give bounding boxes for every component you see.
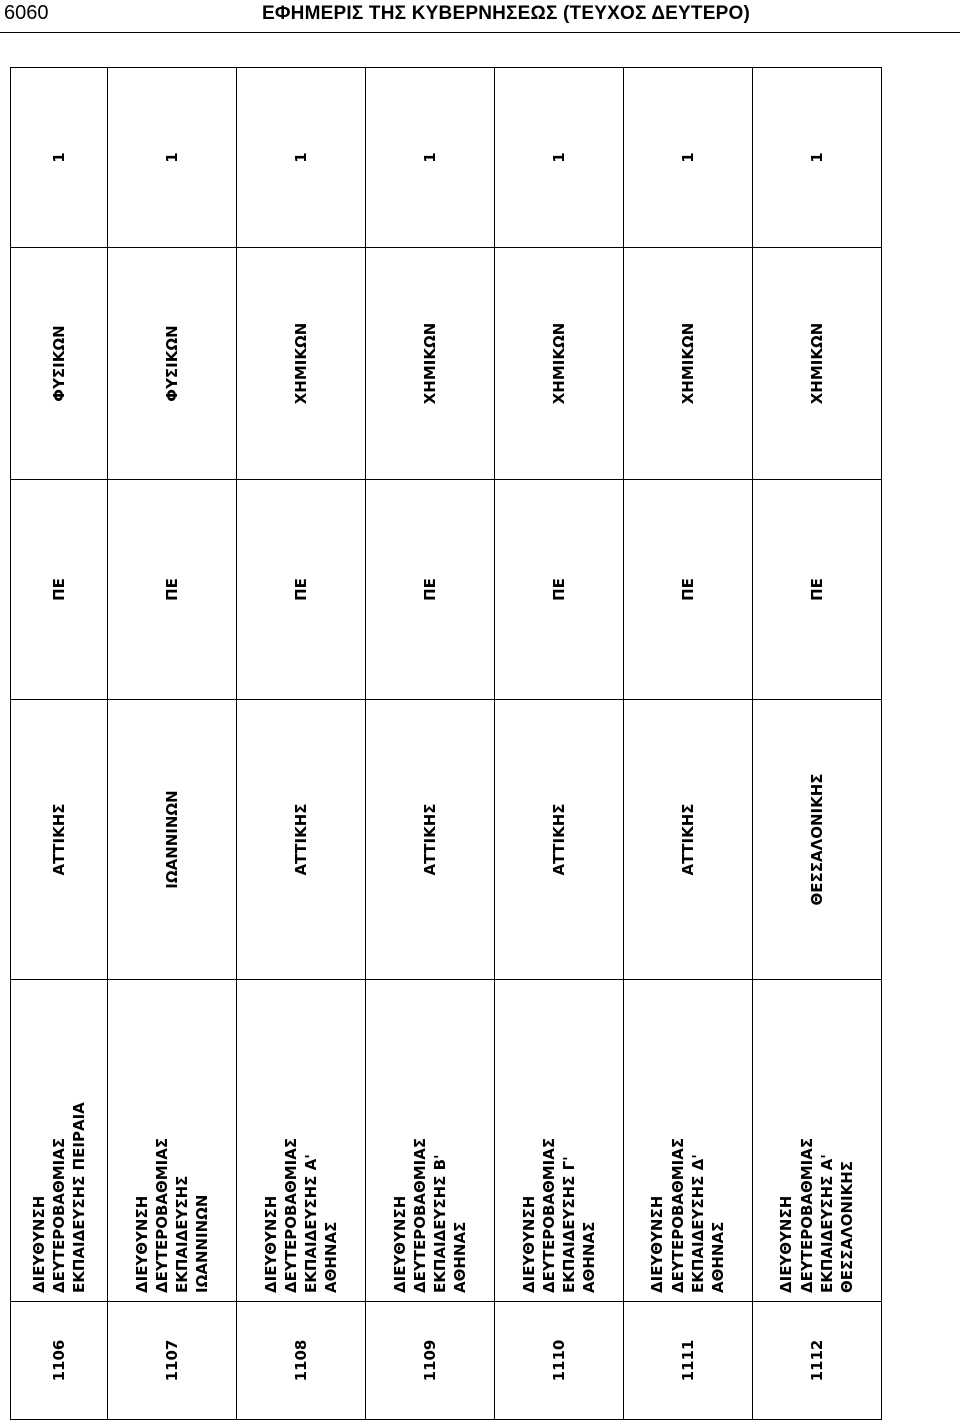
directorate-line: ΑΘΗΝΑΣ (580, 1221, 599, 1293)
position-count: 1 (366, 68, 495, 248)
table-row (237, 68, 366, 1420)
directorate-cell (752, 980, 881, 1302)
table-row (752, 68, 881, 1420)
position-count: 1 (237, 68, 366, 248)
directorate-cell (11, 980, 108, 1302)
directorate-line: ΕΚΠΑΙΔΕΥΣΗΣ Α' (817, 1154, 836, 1293)
directorate-line: ΕΚΠΑΙΔΕΥΣΗΣ ΠΕΙΡΑΙΑ (70, 1102, 89, 1293)
directorate-line: ΔΙΕΥΘΥΝΣΗ (29, 1195, 48, 1293)
directorate-line: ΑΘΗΝΑΣ (451, 1221, 470, 1293)
directorate-line: ΕΚΠΑΙΔΕΥΣΗΣ Δ' (688, 1154, 707, 1293)
table-row (11, 68, 108, 1420)
directorate-line: ΕΚΠΑΙΔΕΥΣΗΣ Γ' (560, 1156, 579, 1293)
position-count: 1 (495, 68, 624, 248)
directorate-cell (495, 980, 624, 1302)
area-cell: ΑΤΤΙΚΗΣ (237, 700, 366, 980)
table-row (108, 68, 237, 1420)
category-cell: ΠΕ (495, 480, 624, 700)
category-cell: ΠΕ (108, 480, 237, 700)
rotated-table-container (10, 68, 882, 1420)
directorate-line: ΔΙΕΥΘΥΝΣΗ (261, 1195, 280, 1293)
area-cell: ΘΕΣΣΑΛΟΝΙΚΗΣ (752, 700, 881, 980)
directorate-cell (624, 980, 753, 1302)
header-rule (0, 32, 960, 33)
specialty-cell: ΧΗΜΙΚΩΝ (752, 248, 881, 480)
position-count: 1 (752, 68, 881, 248)
specialty-cell: ΧΗΜΙΚΩΝ (366, 248, 495, 480)
specialty-cell: ΧΗΜΙΚΩΝ (237, 248, 366, 480)
directorate-line: ΔΕΥΤΕΡΟΒΑΘΜΙΑΣ (152, 1137, 171, 1293)
directorate-cell (108, 980, 237, 1302)
directorate-line: ΔΙΕΥΘΥΝΣΗ (777, 1195, 796, 1293)
directorate-cell (366, 980, 495, 1302)
specialty-cell: ΧΗΜΙΚΩΝ (624, 248, 753, 480)
directorate-line: ΔΙΕΥΘΥΝΣΗ (648, 1195, 667, 1293)
position-code: 1111 (624, 1302, 753, 1420)
table-row (366, 68, 495, 1420)
directorate-line: ΔΕΥΤΕΡΟΒΑΘΜΙΑΣ (410, 1137, 429, 1293)
category-cell: ΠΕ (752, 480, 881, 700)
position-code: 1109 (366, 1302, 495, 1420)
directorate-line: ΔΕΥΤΕΡΟΒΑΘΜΙΑΣ (539, 1137, 558, 1293)
category-cell: ΠΕ (366, 480, 495, 700)
specialty-cell: ΦΥΣΙΚΩΝ (108, 248, 237, 480)
category-cell: ΠΕ (237, 480, 366, 700)
position-code: 1107 (108, 1302, 237, 1420)
directorate-line: ΑΘΗΝΑΣ (322, 1221, 341, 1293)
directorate-line: ΔΕΥΤΕΡΟΒΑΘΜΙΑΣ (668, 1137, 687, 1293)
directorate-line: ΘΕΣΣΑΛΟΝΙΚΗΣ (838, 1160, 857, 1293)
page-number: 6060 (4, 2, 49, 24)
position-code: 1106 (11, 1302, 108, 1420)
directorate-line: ΔΙΕΥΘΥΝΣΗ (519, 1195, 538, 1293)
table-body (11, 68, 882, 1420)
area-cell: ΑΤΤΙΚΗΣ (366, 700, 495, 980)
directorate-line: ΔΙΕΥΘΥΝΣΗ (390, 1195, 409, 1293)
position-code: 1110 (495, 1302, 624, 1420)
table-row (495, 68, 624, 1420)
directorate-line: ΔΙΕΥΘΥΝΣΗ (132, 1195, 151, 1293)
area-cell: ΙΩΑΝΝΙΝΩΝ (108, 700, 237, 980)
directorate-line: ΑΘΗΝΑΣ (709, 1221, 728, 1293)
position-count: 1 (11, 68, 108, 248)
position-count: 1 (108, 68, 237, 248)
directorate-line: ΙΩΑΝΝΙΝΩΝ (193, 1194, 212, 1293)
area-cell: ΑΤΤΙΚΗΣ (11, 700, 108, 980)
category-cell: ΠΕ (624, 480, 753, 700)
directorate-line: ΕΚΠΑΙΔΕΥΣΗΣ Β' (431, 1154, 450, 1293)
position-code: 1108 (237, 1302, 366, 1420)
position-count: 1 (624, 68, 753, 248)
directorate-line: ΔΕΥΤΕΡΟΒΑΘΜΙΑΣ (281, 1137, 300, 1293)
page-header (0, 0, 960, 40)
position-code: 1112 (752, 1302, 881, 1420)
directorate-line: ΕΚΠΑΙΔΕΥΣΗΣ Α' (302, 1154, 321, 1293)
specialty-cell: ΧΗΜΙΚΩΝ (495, 248, 624, 480)
specialty-cell: ΦΥΣΙΚΩΝ (11, 248, 108, 480)
category-cell: ΠΕ (11, 480, 108, 700)
directorate-line: ΔΕΥΤΕΡΟΒΑΘΜΙΑΣ (49, 1137, 68, 1293)
area-cell: ΑΤΤΙΚΗΣ (495, 700, 624, 980)
directorate-line: ΕΚΠΑΙΔΕΥΣΗΣ (173, 1175, 192, 1293)
positions-table (10, 67, 882, 1420)
area-cell: ΑΤΤΙΚΗΣ (624, 700, 753, 980)
journal-title: ΕΦΗΜΕΡΙΣ ΤΗΣ ΚΥΒΕΡΝΗΣΕΩΣ (ΤΕΥΧΟΣ ΔΕΥΤΕΡΟ) (262, 3, 750, 24)
directorate-cell (237, 980, 366, 1302)
directorate-line: ΔΕΥΤΕΡΟΒΑΘΜΙΑΣ (797, 1137, 816, 1293)
table-row (624, 68, 753, 1420)
